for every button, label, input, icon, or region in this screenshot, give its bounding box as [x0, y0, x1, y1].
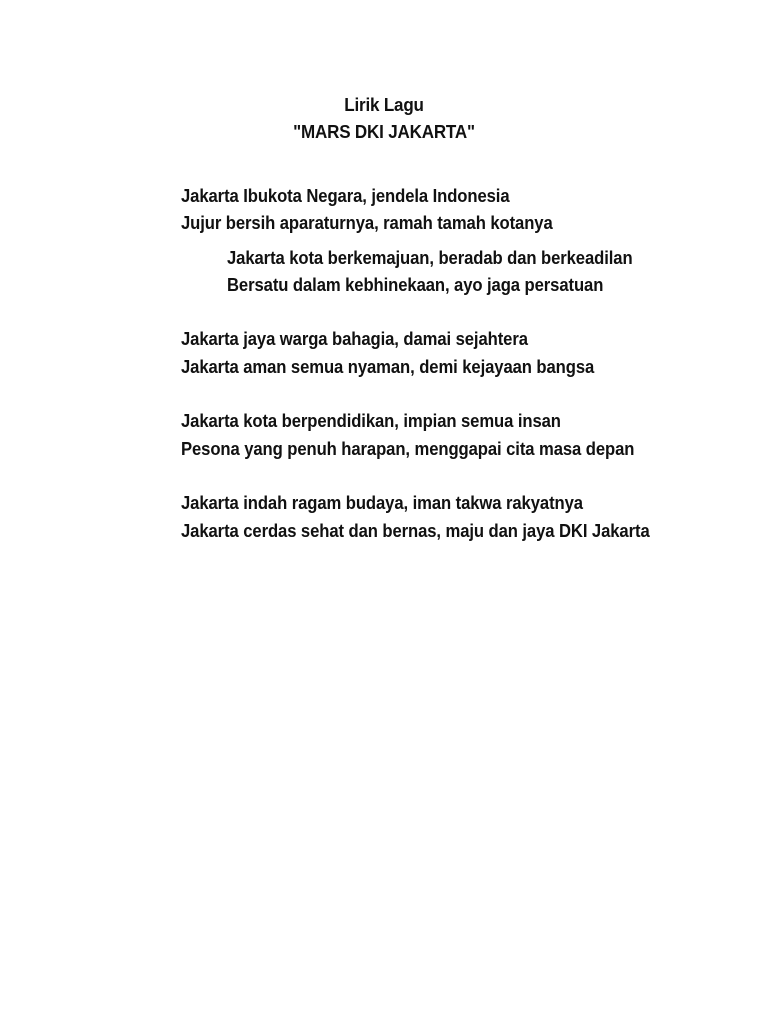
- lyric-line: Jakarta jaya warga bahagia, damai sejahtera: [181, 328, 528, 349]
- lyric-line: Jakarta cerdas sehat dan bernas, maju dan jaya DKI Jakarta: [181, 520, 650, 541]
- lyric-line: Jakarta aman semua nyaman, demi kejayaan bangsa: [181, 356, 595, 377]
- lyric-line: Jujur bersih aparaturnya, ramah tamah kotanya: [181, 212, 553, 233]
- lyric-line: Jakarta kota berpendidikan, impian semua insan: [181, 410, 561, 431]
- lyric-line: Bersatu dalam kebhinekaan, ayo jaga persatuan: [227, 274, 604, 295]
- title-label: Lirik Lagu: [344, 94, 424, 115]
- song-title-block: [0, 91, 768, 145]
- lyric-line: Pesona yang penuh harapan, menggapai cita masa depan: [181, 438, 635, 459]
- lyric-line: Jakarta Ibukota Negara, jendela Indonesia: [181, 185, 510, 206]
- lyric-line: Jakarta indah ragam budaya, iman takwa rakyatnya: [181, 492, 583, 513]
- lyric-line: Jakarta kota berkemajuan, beradab dan berkeadilan: [227, 247, 633, 268]
- song-title: "MARS DKI JAKARTA": [293, 121, 475, 142]
